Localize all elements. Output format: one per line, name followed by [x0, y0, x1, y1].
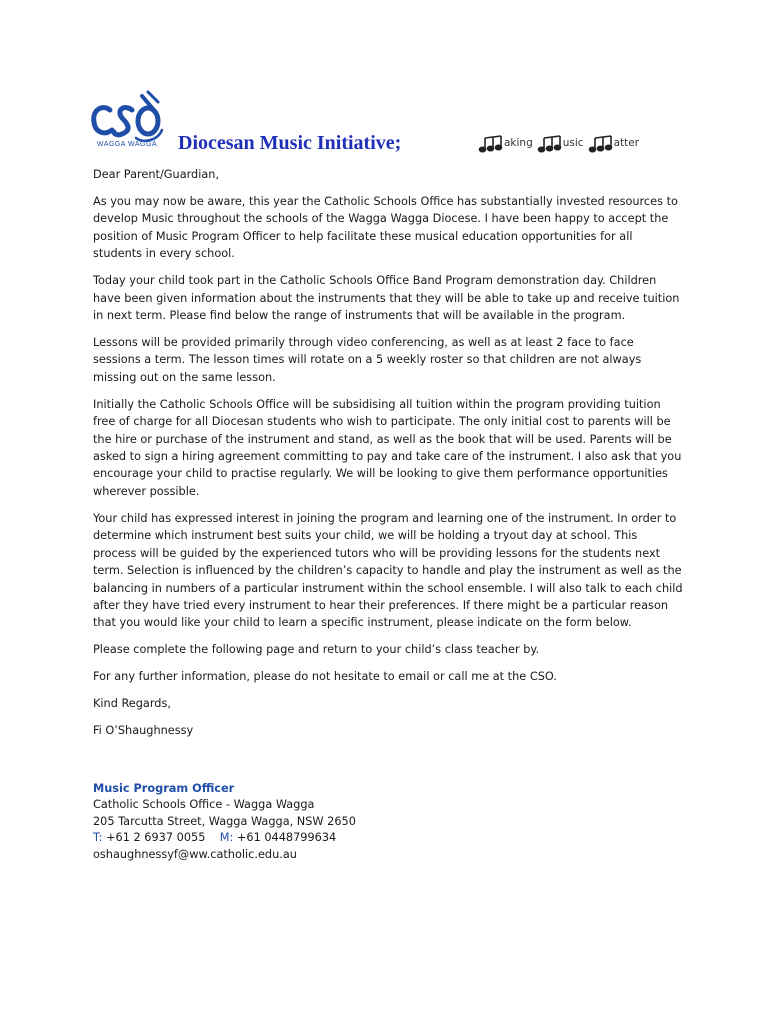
salutation: Dear Parent/Guardian, — [93, 168, 220, 181]
letter-body — [93, 166, 683, 749]
music-notes-icon — [588, 135, 614, 153]
signature-email[interactable]: oshaughnessyf@ww.catholic.edu.au — [93, 847, 297, 861]
paragraph: Lessons will be provided primarily through video conferencing, as well as at least 2 face to face sessions a term. The lesson times will rotate on a 5 weekly roster so that children are not always missing out on the same lesson. — [93, 336, 642, 384]
mobile-colon: : — [229, 831, 234, 845]
paragraph: Initially the Catholic Schools Office will be subsidising all tuition within the program providing tuition free of charge for all Diocesan students who wish to participate. The only initial cost to parents will be the hire or purchase of the instrument and stand, as well as the book that will be used. Parents will be asked to sign a hiring agreement committing to pay and take care of the instrument. I also ask that you encourage your child to practise regularly. We will be looking to give them performance opportunities wherever possible. — [93, 397, 682, 498]
signature-block — [93, 781, 356, 863]
signature-phones — [93, 830, 356, 846]
mobile-number: +61 0448799634 — [236, 831, 337, 845]
paragraph: As you may now be aware, this year the Catholic Schools Office has substantially invested resources to develop Music throughout the schools of the Wagga Wagga Diocese. I have been happy to accept the position of Music Program Officer to help facilitate these musical education opportunities for all students in every school. — [93, 195, 678, 261]
paragraph: Today your child took part in the Catholic Schools Office Band Program demonstration day. Children have been given information about the instruments that they will be able to take up and receive tuition in next term. Please find below the range of instruments that will be available in the program. — [93, 274, 680, 323]
signature-role: Music Program Officer — [93, 782, 235, 795]
phone-label: T — [93, 831, 99, 845]
slogan-word: aking — [504, 137, 533, 149]
slogan-music — [537, 135, 584, 153]
page-title: Diocesan Music Initiative; — [178, 132, 402, 154]
logo-caption: WAGGA WAGGA — [96, 141, 158, 148]
phone-number: +61 2 6937 0055 — [106, 831, 206, 845]
slogan — [478, 135, 639, 153]
phone-colon: : — [98, 831, 103, 845]
signature-org: Catholic Schools Office - Wagga Wagga — [93, 798, 315, 812]
mobile-label: M — [219, 831, 230, 845]
slogan-matter — [588, 135, 639, 153]
signature-address: 205 Tarcutta Street, Wagga Wagga, NSW 2650 — [93, 814, 356, 828]
logo-mark — [94, 92, 162, 141]
paragraph: Your child has expressed interest in joining the program and learning one of the instrument. In order to determine which instrument best suits your child, we will be holding a tryout day at school. This process will be guided by the experienced tutors who will be providing lessons for the students next term. Selection is influenced by the children’s capacity to handle and play the instrument as well as the balancing in numbers of a particular instrument within the school ensemble. I will also talk to each child after they have tried every instrument to hear their preferences. If there might be a particular reason that you would like your child to learn a specific instrument, please indicate on the form below. — [93, 511, 683, 630]
paragraph: For any further information, please do not hesitate to email or call me at the CSO. — [93, 670, 557, 684]
paragraph: Please complete the following page and return to your child’s class teacher by. — [93, 643, 540, 657]
slogan-word: atter — [613, 137, 640, 149]
slogan-making — [478, 135, 533, 153]
closing: Kind Regards, — [93, 697, 171, 711]
slogan-word: usic — [562, 137, 584, 149]
signer-name: Fi O’Shaughnessy — [93, 724, 194, 738]
music-notes-icon — [537, 135, 563, 153]
music-notes-icon — [478, 135, 504, 153]
